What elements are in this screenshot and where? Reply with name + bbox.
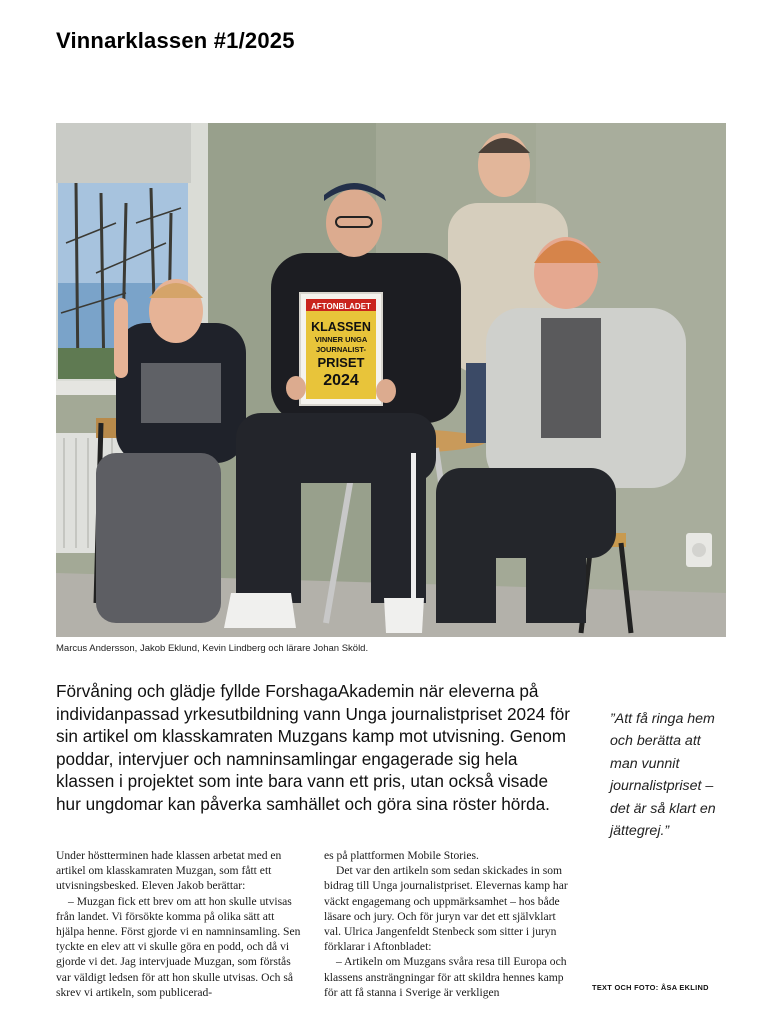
sign-line1: KLASSEN	[311, 320, 371, 334]
body-paragraph: Under höstterminen hade klassen arbetat med en artikel om klasskamraten Muzgan, som fått ett utvisningsbesked. Eleven Jakob berättar:	[56, 849, 282, 893]
sign-line3: JOURNALIST-	[315, 345, 367, 354]
body-paragraph: es på plattformen Mobile Stories.	[324, 849, 479, 862]
body-column-2	[324, 848, 572, 1000]
body-column-1	[56, 848, 304, 1000]
body-paragraph: – Muzgan fick ett brev om att hon skulle utvisas från landet. Vi försökte komma på olika sätt att hjälpa henne. Först gjorde vi en namninsamling. Sen tyckte en elev att vi skulle göra en podd, och då vi gjorde vi det. Jag intervjuade Muzgan, som förstås var väldigt ledsen för att hon skulle utvisas. Och så skrev vi artikeln, som publicerad-	[56, 894, 301, 999]
photo-credit: TEXT OCH FOTO: ÅSA EKLIND	[592, 983, 709, 992]
lead-paragraph: Förvåning och glädje fyllde ForshagaAkademin när eleverna på individanpassad yrkesutbildning vann Unga journalistpriset 2024 för sin artikel om klasskamraten Muzgans kamp mot utvisning. Genom poddar, intervjuer och namninsamlingar engagerade sig hela klassen i projektet som inte bara vann ett pris, utan också visade hur ungdomar kan påverka samhället och göra sina röster hörda.	[56, 681, 571, 814]
photo-caption: Marcus Andersson, Jakob Eklund, Kevin Lindberg och lärare Johan Sköld.	[56, 643, 369, 654]
pull-quote: ”Att få ringa hem och berätta att man vunnit journalistpriset – det är så klart en jättegrej.”	[610, 711, 716, 840]
sign-year: 2024	[323, 372, 359, 389]
sign-line4: PRISET	[317, 355, 365, 370]
award-sign	[300, 293, 382, 405]
body-paragraph: Det var den artikeln som sedan skickades in som bidrag till Unga journalistpriset. Elevernas kamp har väckt engagemang och uppmärksamhet – hos både läsare och jury. Och för juryn var det ett självklart val. Ulrica Jangenfeldt Stenbeck som sitter i juryn förklarar i Aftonbladet:	[324, 864, 568, 954]
sign-brand: AFTONBLADET	[311, 302, 371, 311]
group-photo	[56, 123, 726, 637]
sign-line2: VINNER UNGA	[314, 335, 368, 344]
body-paragraph: – Artikeln om Muzgans svåra resa till Europa och klassens ansträngningar för att skildra hennes kamp för att få stanna i Sverige är verkligen	[324, 955, 567, 999]
page-title: Vinnarklassen #1/2025	[56, 28, 295, 53]
